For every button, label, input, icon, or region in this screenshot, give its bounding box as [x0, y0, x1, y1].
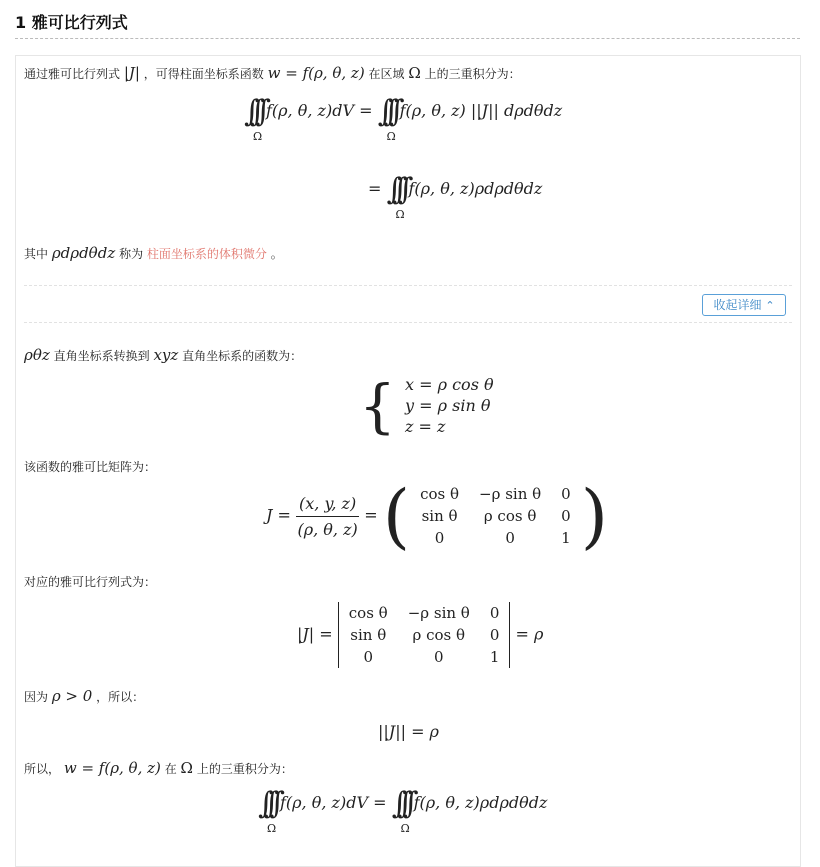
volume-element-link[interactable]: 柱面坐标系的体积微分: [146, 247, 267, 261]
matrix-cell: sin θ: [350, 626, 387, 644]
so-math-omega: Ω: [180, 759, 193, 777]
matrix-cell: ρ cos θ: [412, 626, 466, 644]
so-paragraph: [24, 759, 293, 777]
system-brace: {: [359, 371, 396, 440]
matrix-cell: 0: [434, 529, 445, 547]
triple-integral-sign: ∫∫∫ Ω: [377, 94, 396, 143]
note-text-3: 。: [270, 247, 283, 261]
integral-domain: Ω: [267, 822, 277, 835]
triple-integral-sign: ∫∫∫ Ω: [244, 94, 263, 143]
system-line-z: z = z: [405, 417, 446, 436]
so-text-3: 上的三重积分为：: [196, 762, 293, 776]
abs-result: [378, 722, 439, 741]
matrix-cell: −ρ sin θ: [407, 604, 470, 622]
collapse-details-button[interactable]: [702, 294, 786, 316]
divider: [24, 322, 792, 323]
integral-domain: Ω: [253, 130, 263, 143]
intro-math-omega: Ω: [408, 64, 421, 82]
triple-integral-sign: ∫∫∫ Ω: [391, 786, 410, 835]
jacobian-fraction: [296, 494, 359, 539]
so-text-1: 所以，: [24, 762, 61, 776]
matrix-cell: 0: [363, 648, 374, 666]
matrix-cell: 0: [489, 604, 500, 622]
intro-text-4: 上的三重积分为：: [424, 67, 521, 81]
intro-text-1: 通过雅可比行列式: [24, 67, 121, 81]
divider: [24, 285, 792, 286]
note-text-1: 其中: [24, 247, 49, 261]
integral-continuation: [368, 172, 543, 221]
matrix-cell: 0: [561, 507, 571, 525]
determinant-matrix: [338, 602, 511, 668]
jacobian-matrix-equation: [266, 475, 609, 557]
conversion-text-1: 直角坐标系转换到: [53, 349, 150, 363]
final-integral-equation: [258, 786, 548, 835]
triple-integral-sign: ∫∫∫ Ω: [258, 786, 277, 835]
note-math: ρdρdθdz: [51, 244, 116, 262]
equals-sign: =: [368, 179, 382, 198]
jacobian-label: 该函数的雅可比矩阵为：: [24, 460, 157, 474]
so-math-function: w = f(ρ, θ, z): [63, 759, 161, 777]
rhs-integrand: f(ρ, θ, z) ||J|| dρdθdz: [399, 101, 563, 120]
because-text-2: ，所以：: [96, 690, 145, 704]
matrix-cell: 0: [561, 485, 571, 503]
coordinate-system: [359, 371, 494, 440]
content-panel: [15, 55, 801, 867]
conversion-math-2: xyz: [153, 346, 179, 364]
matrix-cell: ρ cos θ: [483, 507, 537, 525]
so-text-2: 在: [164, 762, 177, 776]
matrix-right-paren: ): [580, 475, 609, 557]
conversion-math-1: ρθz: [24, 346, 50, 364]
note-text-2: 称为: [119, 247, 144, 261]
system-line-y: y = ρ sin θ: [405, 396, 491, 415]
determinant-lhs: |J| =: [297, 624, 333, 644]
determinant-equation: [297, 602, 543, 668]
integral-domain: Ω: [395, 208, 405, 221]
collapse-label: 收起详细: [713, 298, 762, 312]
intro-math-jacobian: |J|: [123, 64, 140, 82]
because-math: ρ > 0: [51, 687, 93, 705]
fraction-denominator: (ρ, θ, z): [297, 519, 358, 539]
title-divider: [15, 38, 800, 39]
determinant-label: 对应的雅可比行列式为：: [24, 575, 157, 589]
intro-text-2: ，可得柱面坐标系函数: [143, 67, 264, 81]
system-line-x: x = ρ cos θ: [405, 375, 494, 394]
integral-domain: Ω: [386, 130, 396, 143]
conversion-paragraph: [24, 346, 302, 364]
matrix-cell: sin θ: [421, 507, 458, 525]
intro-paragraph: [24, 64, 521, 82]
jacobian-lhs: J =: [266, 505, 291, 525]
integral-domain: Ω: [400, 822, 410, 835]
triple-integral-sign: ∫∫∫ Ω: [386, 172, 405, 221]
matrix-cell: 1: [489, 648, 500, 666]
final-rhs-integrand: f(ρ, θ, z)ρdρdθdz: [413, 793, 548, 812]
jacobian-matrix: [410, 483, 581, 549]
abs-result-text: ||J|| = ρ: [378, 722, 439, 741]
matrix-left-paren: (: [382, 475, 411, 557]
matrix-cell: 0: [434, 648, 444, 666]
matrix-cell: 0: [489, 626, 500, 644]
section-title: 1 雅可比行列式: [15, 13, 128, 32]
matrix-cell: −ρ sin θ: [479, 485, 542, 503]
intro-math-function: w = f(ρ, θ, z): [267, 64, 365, 82]
chevron-up-icon: ⌃: [765, 299, 775, 312]
conversion-text-2: 直角坐标系的函数为：: [182, 349, 303, 363]
determinant-rhs: = ρ: [515, 624, 544, 644]
triple-integral-equation: [244, 94, 563, 143]
lhs-integrand: f(ρ, θ, z)dV =: [265, 101, 373, 120]
continuation-integrand: f(ρ, θ, z)ρdρdθdz: [408, 179, 543, 198]
matrix-cell: 1: [561, 529, 571, 547]
intro-text-3: 在区域: [368, 67, 405, 81]
because-text-1: 因为: [24, 690, 49, 704]
matrix-cell: 0: [505, 529, 515, 547]
matrix-cell: cos θ: [348, 604, 388, 622]
fraction-numerator: (x, y, z): [296, 494, 359, 517]
final-lhs-integrand: f(ρ, θ, z)dV =: [279, 793, 387, 812]
equals-sign: =: [364, 505, 378, 525]
volume-element-note: [24, 244, 283, 262]
because-paragraph: [24, 687, 144, 705]
matrix-cell: cos θ: [420, 485, 460, 503]
